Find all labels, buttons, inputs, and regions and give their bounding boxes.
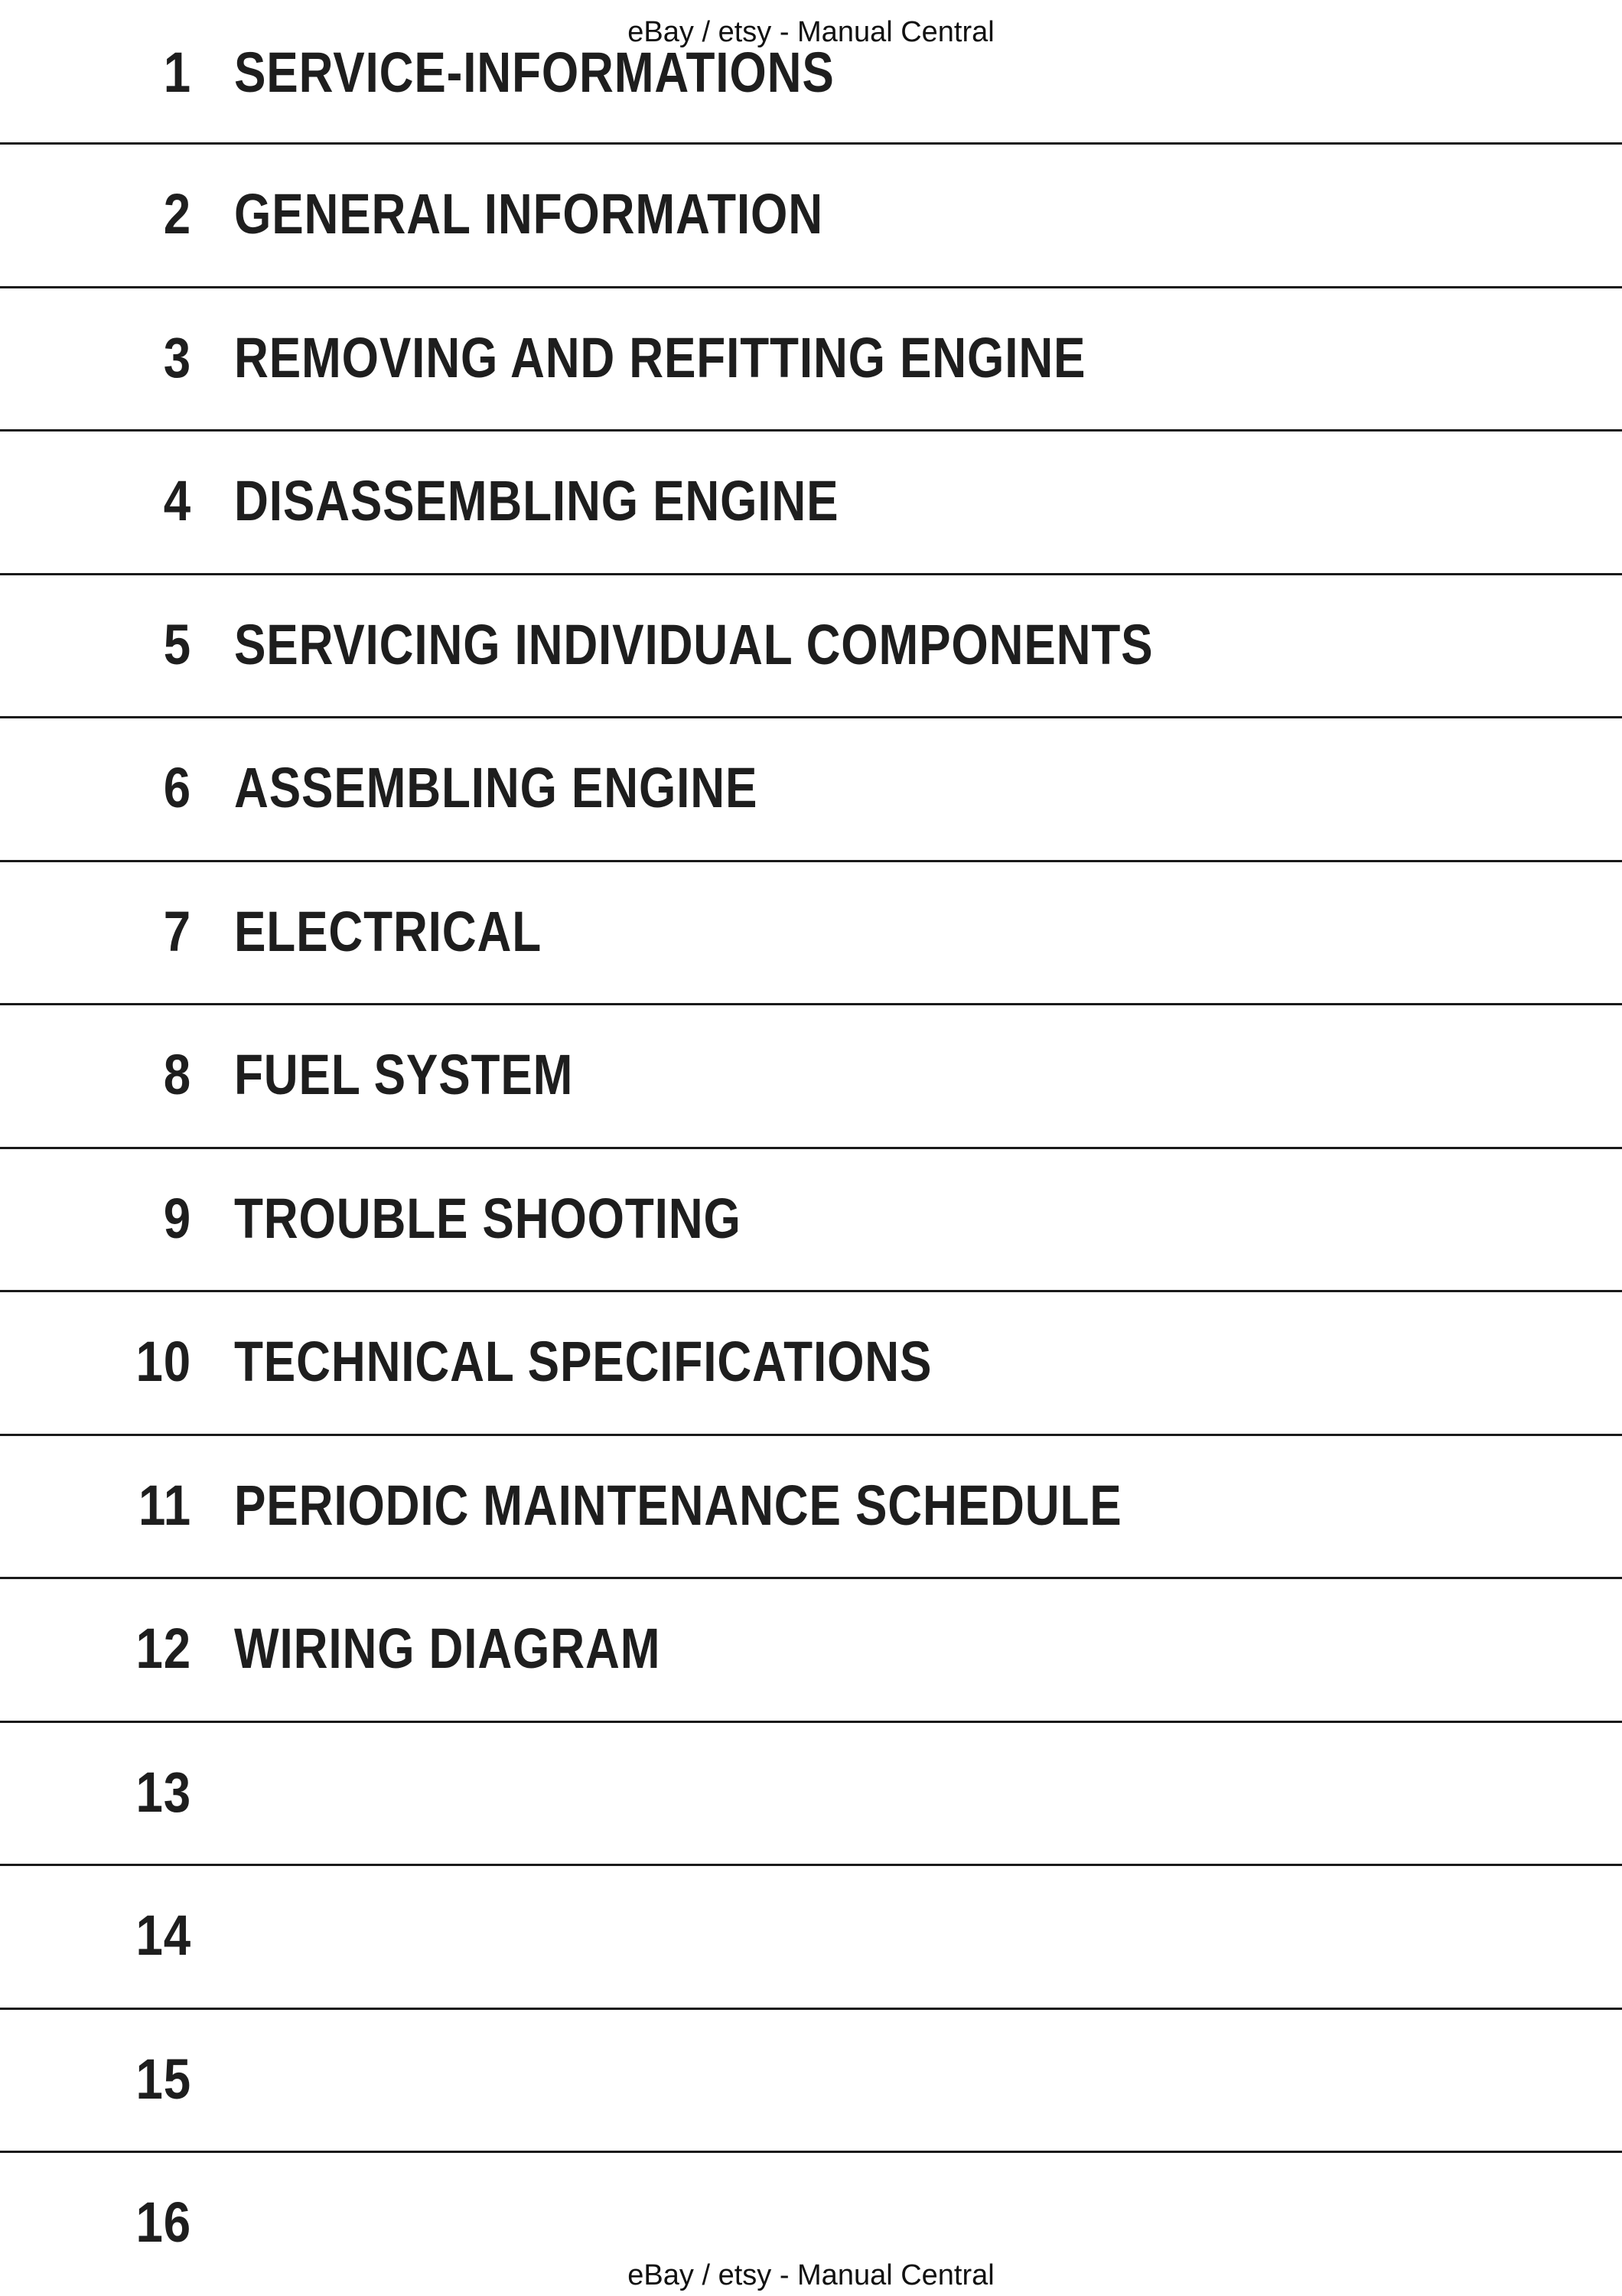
toc-item-6[interactable]: [0, 718, 1622, 861]
toc-item-title: ASSEMBLING ENGINE: [234, 756, 758, 819]
toc-item-number: 15: [135, 2047, 191, 2111]
toc-item-number: 14: [135, 1904, 191, 1967]
toc-item-number: 16: [135, 2190, 191, 2254]
toc-item-5[interactable]: [0, 575, 1622, 718]
toc-item-3[interactable]: [0, 288, 1622, 432]
toc-item-title: REMOVING AND REFITTING ENGINE: [234, 326, 1086, 389]
toc-item-number: 13: [135, 1760, 191, 1824]
toc-item-11[interactable]: [0, 1435, 1622, 1579]
toc-item-title: SERVICE-INFORMATIONS: [234, 41, 835, 104]
toc-item-number: 12: [135, 1617, 191, 1680]
toc-item-number: 10: [135, 1330, 191, 1393]
toc-item-number: 4: [163, 469, 191, 532]
toc-item-title: FUEL SYSTEM: [234, 1043, 574, 1106]
toc-item-title: SERVICING INDIVIDUAL COMPONENTS: [234, 613, 1154, 676]
toc-item-12[interactable]: [0, 1578, 1622, 1722]
toc-item-title: TECHNICAL SPECIFICATIONS: [234, 1330, 933, 1393]
toc-item-7[interactable]: [0, 861, 1622, 1005]
toc-item-4[interactable]: [0, 431, 1622, 575]
toc-item-title: DISASSEMBLING ENGINE: [234, 469, 839, 532]
toc-item-10[interactable]: [0, 1291, 1622, 1435]
toc-item-9[interactable]: [0, 1148, 1622, 1292]
toc-item-number: 11: [138, 1474, 191, 1537]
toc-item-title: GENERAL INFORMATION: [234, 182, 823, 246]
toc-item-title: ELECTRICAL: [234, 900, 542, 963]
toc-item-title: PERIODIC MAINTENANCE SCHEDULE: [234, 1474, 1122, 1537]
watermark-top: eBay / etsy - Manual Central: [627, 16, 995, 48]
toc-item-number: 3: [163, 326, 191, 389]
toc-item-number: 8: [163, 1043, 191, 1106]
toc-item-title: TROUBLE SHOOTING: [234, 1187, 741, 1250]
toc-item-number: 5: [163, 613, 191, 676]
toc-item-number: 2: [163, 182, 191, 246]
toc-item-8[interactable]: [0, 1005, 1622, 1148]
toc-item-number: 7: [163, 900, 191, 963]
watermark-bottom: eBay / etsy - Manual Central: [627, 2259, 995, 2291]
toc-item-15[interactable]: [0, 2009, 1622, 2153]
toc-item-14[interactable]: [0, 1865, 1622, 2009]
toc-item-number: 1: [163, 41, 191, 104]
toc-item-title: WIRING DIAGRAM: [234, 1617, 661, 1680]
toc-item-2[interactable]: [0, 144, 1622, 288]
toc-item-13[interactable]: [0, 1722, 1622, 1866]
toc-item-number: 6: [163, 756, 191, 819]
toc-item-number: 9: [163, 1187, 191, 1250]
